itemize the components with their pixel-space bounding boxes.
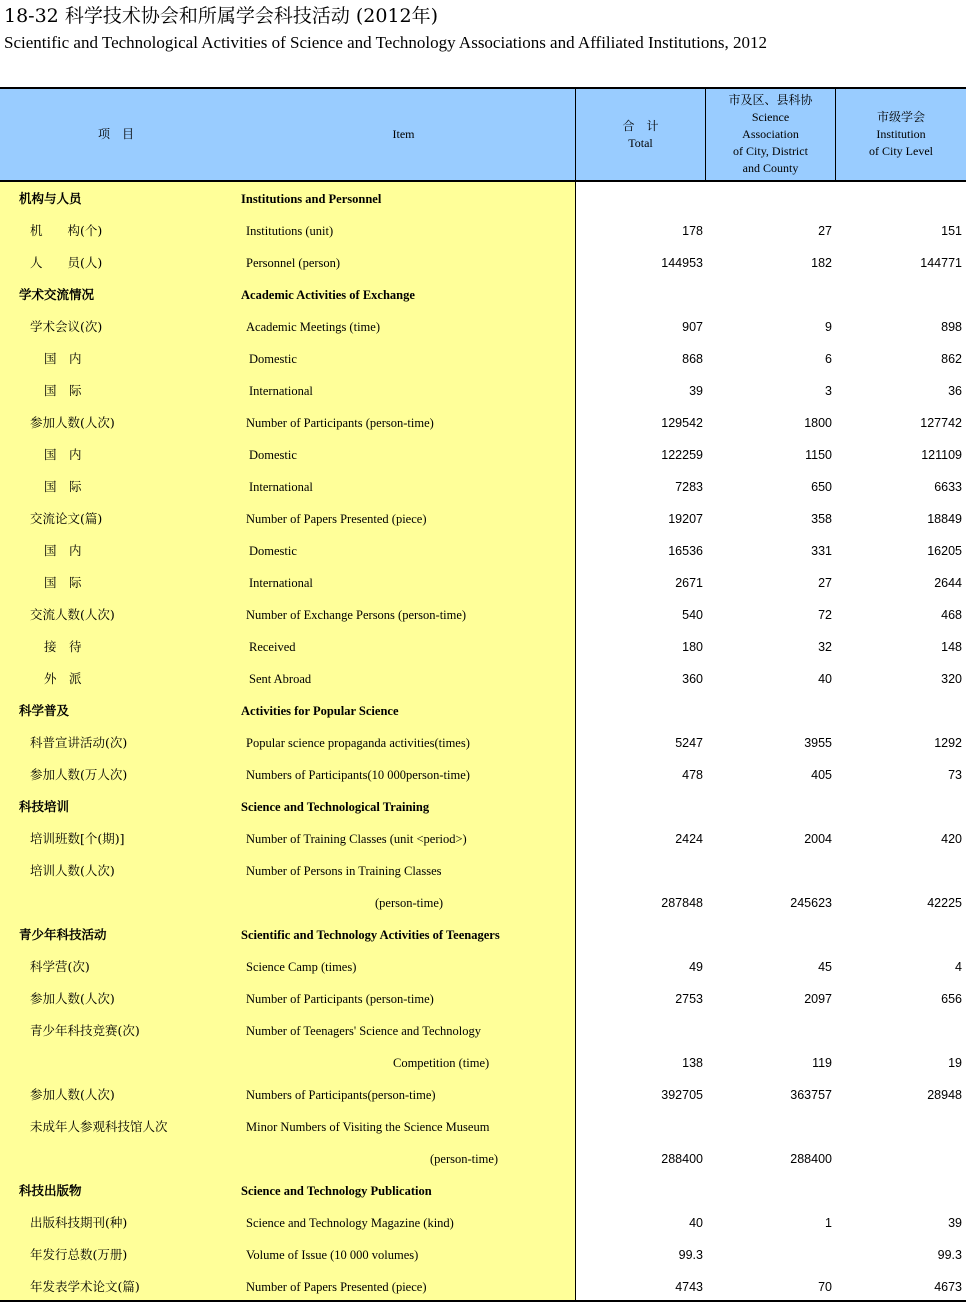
row-label-cn: 国 内 [44,447,82,462]
table-row [0,726,966,758]
row-county-value: 6 [825,352,832,366]
row-label-en: Science and Technology Magazine (kind) [246,1216,454,1230]
row-city-value: 16205 [927,544,962,558]
header-total-cn: 合 计 [622,118,659,133]
row-city-value: 656 [941,992,962,1006]
row-label-cn: 参加人数(人次) [30,1087,115,1102]
row-label-en: Number of Papers Presented (piece) [246,1280,427,1294]
row-county-value: 3955 [804,736,832,750]
table-row [0,1238,966,1270]
row-label-cn: 国 际 [44,383,82,398]
row-county-value: 331 [811,544,832,558]
row-total-value: 360 [682,672,703,686]
row-total-value: 16536 [668,544,703,558]
row-label-cn: 外 派 [44,671,82,686]
table-row [0,214,966,246]
row-county-value: 1800 [804,416,832,430]
row-total-value: 178 [682,224,703,238]
row-county-value: 72 [818,608,832,622]
row-county-value: 40 [818,672,832,686]
row-label-en: Volume of Issue (10 000 volumes) [246,1248,419,1262]
row-label-cn: 未成年人参观科技馆人次 [30,1119,168,1134]
header-item-cn [0,89,232,180]
row-city-value: 42225 [927,896,962,910]
header-city [836,89,966,180]
row-city-value: 99.3 [937,1248,962,1262]
row-label-cn: 国 际 [44,479,82,494]
table-row [0,886,966,918]
table-row [0,278,966,310]
row-city-value: 898 [941,320,962,334]
table-row [0,1110,966,1142]
table-row [0,758,966,790]
row-total-value: 49 [689,960,703,974]
row-county-value: 1150 [805,448,832,462]
table-row [0,1206,966,1238]
header-item-en [232,89,575,180]
row-label-en: Number of Exchange Persons (person-time) [246,608,467,622]
row-county-value: 70 [818,1280,832,1294]
row-total-value: 40 [689,1216,703,1230]
row-label-en: Numbers of Participants(10 000person-time) [246,768,470,782]
table-row [0,406,966,438]
row-county-value: 358 [811,512,832,526]
row-city-value: 127742 [920,416,962,430]
row-city-value: 28948 [927,1088,962,1102]
row-label-cn: 参加人数(万人次) [30,767,128,782]
row-total-value: 2753 [675,992,703,1006]
header-total [576,89,705,180]
row-total-value: 7283 [675,480,703,494]
row-label-en: Minor Numbers of Visiting the Science Museum [246,1120,490,1134]
row-city-value: 420 [941,832,962,846]
row-county-value: 2004 [804,832,832,846]
row-label-en: Activities for Popular Science [241,704,399,718]
row-label-en: Number of Persons in Training Classes [246,864,442,878]
row-county-value: 650 [811,480,832,494]
row-county-value: 182 [811,256,832,270]
header-city-en-1: Institution [876,127,926,141]
row-label-cn: 国 际 [44,575,82,590]
table-row [0,438,966,470]
header-city-en-2: of City Level [869,144,933,158]
table-row [0,854,966,886]
row-label-cn: 国 内 [44,351,82,366]
row-label-cn: 国 内 [44,543,82,558]
table-row [0,950,966,982]
row-county-value: 405 [811,768,832,782]
table-body [0,182,966,1302]
row-label-cn: 年发行总数(万册) [30,1247,128,1262]
row-city-value: 18849 [927,512,962,526]
table-row [0,534,966,566]
row-county-value: 9 [825,320,832,334]
row-label-cn: 学术交流情况 [19,287,95,302]
row-city-value: 4 [955,960,962,974]
row-label-en: Received [249,640,296,654]
row-county-value: 3 [825,384,832,398]
row-label-cn: 交流论文(篇) [30,511,103,526]
row-label-en: Popular science propaganda activities(times) [246,736,470,750]
row-label-cn: 科学营(次) [30,959,90,974]
table-row [0,1046,966,1078]
row-label-en: Competition (time) [393,1056,490,1070]
table-row [0,1078,966,1110]
row-total-value: 138 [682,1056,703,1070]
row-label-en: International [249,480,313,494]
row-city-value: 2644 [934,576,962,590]
table-row [0,566,966,598]
row-county-value: 32 [818,640,832,654]
row-label-en: International [249,576,313,590]
row-county-value: 27 [818,224,832,238]
row-label-en: Sent Abroad [249,672,312,686]
row-label-cn: 青少年科技竞赛(次) [30,1023,140,1038]
table-row [0,1142,966,1174]
row-county-value: 2097 [804,992,832,1006]
row-total-value: 144953 [661,256,703,270]
header-county-cn: 市及区、县科协 [728,93,813,107]
table-header [0,89,966,180]
table-row [0,374,966,406]
row-county-value: 1 [825,1216,832,1230]
row-label-en: Personnel (person) [246,256,341,270]
row-label-cn: 科学普及 [19,703,70,718]
row-total-value: 122259 [661,448,703,462]
row-total-value: 4743 [675,1280,703,1294]
row-county-value: 27 [818,576,832,590]
row-label-cn: 机构与人员 [19,191,82,206]
table-row [0,182,966,214]
row-total-value: 2671 [675,576,703,590]
table-row [0,246,966,278]
table-row [0,662,966,694]
row-label-cn: 人 员(人) [30,255,103,270]
row-total-value: 540 [682,608,703,622]
table-row [0,630,966,662]
row-label-cn: 培训人数(人次) [30,863,115,878]
row-label-en: Number of Teenagers' Science and Technology [246,1024,482,1038]
header-item-cn-label: 项 目 [97,127,134,141]
row-city-value: 36 [948,384,962,398]
row-city-value: 148 [941,640,962,654]
table-row [0,982,966,1014]
row-label-en: Academic Activities of Exchange [241,288,415,302]
header-item-en-label: Item [392,127,415,141]
row-city-value: 1292 [934,736,962,750]
header-county-en-3: of City, District [733,144,808,158]
page-title-en: Scientific and Technological Activities of Science and Technology Associations and Affiliated Institutions, 2012 [4,33,767,52]
row-total-value: 19207 [668,512,703,526]
row-total-value: 180 [682,640,703,654]
row-label-en: Number of Training Classes (unit <period>) [246,832,467,846]
row-county-value: 363757 [790,1088,832,1102]
row-label-cn: 科技培训 [19,799,70,814]
row-total-value: 288400 [661,1152,703,1166]
row-label-cn: 学术会议(次) [30,319,103,334]
row-city-value: 862 [941,352,962,366]
table-row [0,1270,966,1302]
row-county-value: 45 [818,960,832,974]
row-label-en: Scientific and Technology Activities of Teenagers [241,928,500,942]
row-total-value: 392705 [661,1088,703,1102]
row-city-value: 468 [941,608,962,622]
row-label-en: Institutions and Personnel [241,192,382,206]
row-label-en: Science Camp (times) [246,960,357,974]
header-total-en: Total [628,135,653,150]
header-county-en-1: Science [751,110,790,124]
row-total-value: 868 [682,352,703,366]
table-row [0,822,966,854]
table-row [0,918,966,950]
row-label-en: Academic Meetings (time) [246,320,380,334]
row-county-value: 288400 [790,1152,832,1166]
header-county-en-2: Association [742,127,799,141]
table-row [0,694,966,726]
row-total-value: 478 [682,768,703,782]
row-label-en: Domestic [249,448,297,462]
row-label-cn: 青少年科技活动 [19,927,107,942]
table-row [0,470,966,502]
row-label-cn: 接 待 [44,639,82,654]
row-label-en: Domestic [249,352,297,366]
table-row [0,790,966,822]
row-label-cn: 科普宣讲活动(次) [30,735,128,750]
row-total-value: 39 [689,384,703,398]
row-county-value: 245623 [790,896,832,910]
row-label-cn: 科技出版物 [19,1183,82,1198]
row-label-cn: 机 构(个) [30,223,103,238]
row-label-en: Science and Technological Training [241,800,430,814]
row-total-value: 907 [682,320,703,334]
table-row [0,310,966,342]
header-county [706,89,835,180]
row-label-en: (person-time) [430,1152,499,1166]
row-label-cn: 年发表学术论文(篇) [30,1279,140,1294]
table-row [0,598,966,630]
row-label-en: (person-time) [375,896,444,910]
row-total-value: 287848 [661,896,703,910]
row-label-en: Institutions (unit) [246,224,334,238]
table-row [0,1014,966,1046]
row-label-en: Number of Participants (person-time) [246,992,434,1006]
row-label-en: Number of Papers Presented (piece) [246,512,427,526]
row-city-value: 73 [948,768,962,782]
row-label-en: International [249,384,313,398]
header-city-cn: 市级学会 [876,110,925,124]
row-city-value: 151 [941,224,962,238]
row-county-value: 119 [812,1056,832,1070]
table-row [0,342,966,374]
row-label-cn: 参加人数(人次) [30,991,115,1006]
table-row [0,1174,966,1206]
row-city-value: 320 [941,672,962,686]
row-label-en: Number of Participants (person-time) [246,416,434,430]
row-label-en: Numbers of Participants(person-time) [246,1088,436,1102]
row-city-value: 144771 [920,256,962,270]
header-county-en-4: and County [742,161,799,175]
row-total-value: 2424 [675,832,703,846]
row-city-value: 19 [948,1056,962,1070]
row-city-value: 6633 [934,480,962,494]
page-title-cn: 18-32 科学技术协会和所属学会科技活动 (2012年) [4,5,439,27]
row-city-value: 4673 [934,1280,962,1294]
row-label-cn: 参加人数(人次) [30,415,115,430]
row-city-value: 121109 [921,448,962,462]
row-total-value: 129542 [661,416,703,430]
row-label-en: Science and Technology Publication [241,1184,432,1198]
row-label-en: Domestic [249,544,297,558]
row-label-cn: 出版科技期刊(种) [30,1215,128,1230]
row-city-value: 39 [948,1216,962,1230]
row-label-cn: 培训班数[个(期)] [30,831,125,846]
row-total-value: 99.3 [678,1248,703,1262]
row-label-cn: 交流人数(人次) [30,607,115,622]
table-row [0,502,966,534]
row-total-value: 5247 [675,736,703,750]
